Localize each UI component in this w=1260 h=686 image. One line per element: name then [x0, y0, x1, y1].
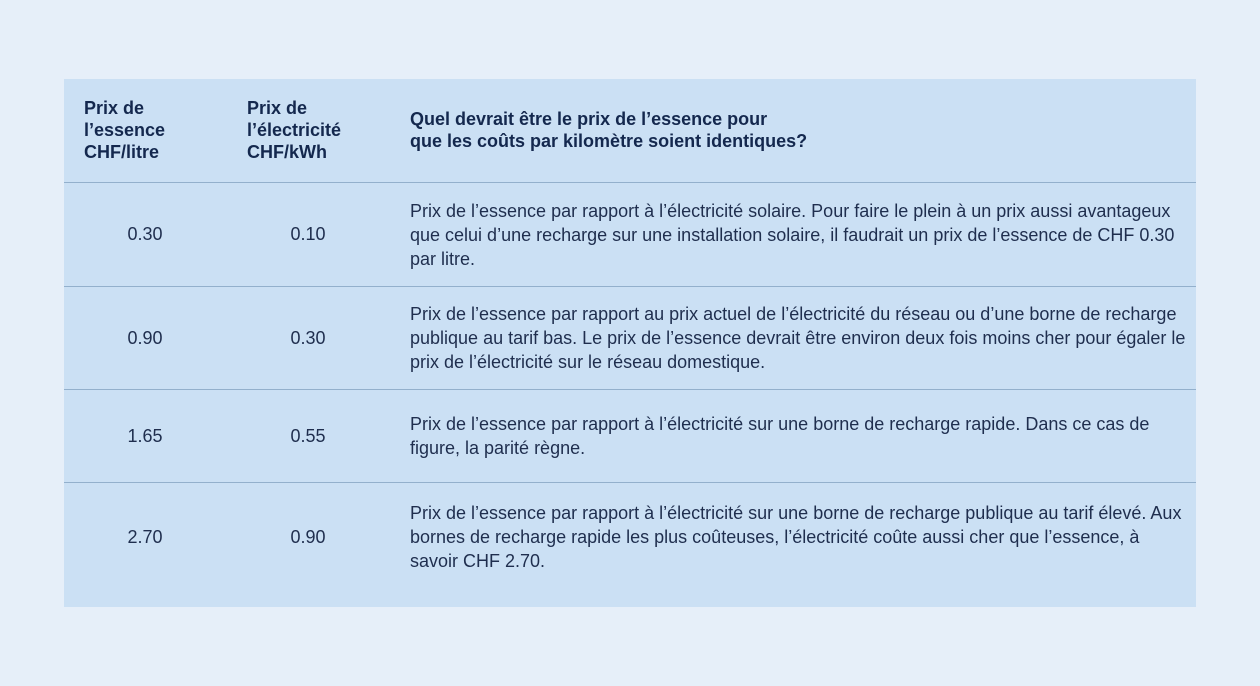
gas-price-cell: 0.90: [127, 327, 163, 348]
description-cell: Prix de l’essence par rapport au prix actuel de l’électricité du réseau ou d’une borne de recharge publique au tarif bas. Le prix de l’essence devrait être environ deux fois moins cher pour égaler le prix de l’électricité sur le réseau domestique.: [410, 304, 1186, 372]
header-question-line: Quel devrait être le prix de l’essence pour: [410, 109, 768, 129]
header-gas-line: l’essence: [84, 120, 166, 140]
price-comparison-table: [64, 79, 1196, 607]
electricity-price-cell: 0.90: [290, 526, 326, 547]
table-row: [64, 287, 1196, 390]
electricity-price-cell: 0.55: [290, 425, 326, 446]
description-cell: Prix de l’essence par rapport à l’électricité sur une borne de recharge rapide. Dans ce cas de figure, la parité règne.: [410, 414, 1150, 458]
header-gas-line: CHF/litre: [84, 142, 160, 162]
description-cell: Prix de l’essence par rapport à l’électricité sur une borne de recharge publique au tarif élevé. Aux bornes de recharge rapide les plus coûteuses, l’électricité coûte aussi cher que l’essence, à savoir CHF 2.70.: [410, 503, 1182, 571]
header-elec-line: l’électricité: [247, 120, 342, 140]
header-electricity-price: [247, 79, 397, 182]
header-question-line: que les coûts par kilomètre soient identiques?: [410, 131, 808, 151]
description-cell: Prix de l’essence par rapport à l’électricité solaire. Pour faire le plein à un prix aussi avantageux que celui d’une recharge sur une installation solaire, il faudrait un prix de l’essence de CHF 0.30 par litre.: [410, 200, 1175, 269]
table-row: [64, 390, 1196, 483]
gas-price-cell: 2.70: [127, 526, 163, 547]
header-gas-price: [84, 79, 234, 182]
table-header-row: [64, 79, 1196, 183]
table-row: [64, 483, 1196, 591]
header-gas-line: Prix de: [84, 98, 145, 118]
header-question: [410, 79, 1186, 182]
header-elec-line: CHF/kWh: [247, 142, 327, 162]
table-row: [64, 183, 1196, 287]
gas-price-cell: 1.65: [127, 425, 163, 446]
gas-price-cell: 0.30: [127, 224, 163, 244]
electricity-price-cell: 0.30: [290, 327, 326, 348]
header-elec-line: Prix de: [247, 98, 308, 118]
electricity-price-cell: 0.10: [290, 224, 326, 244]
